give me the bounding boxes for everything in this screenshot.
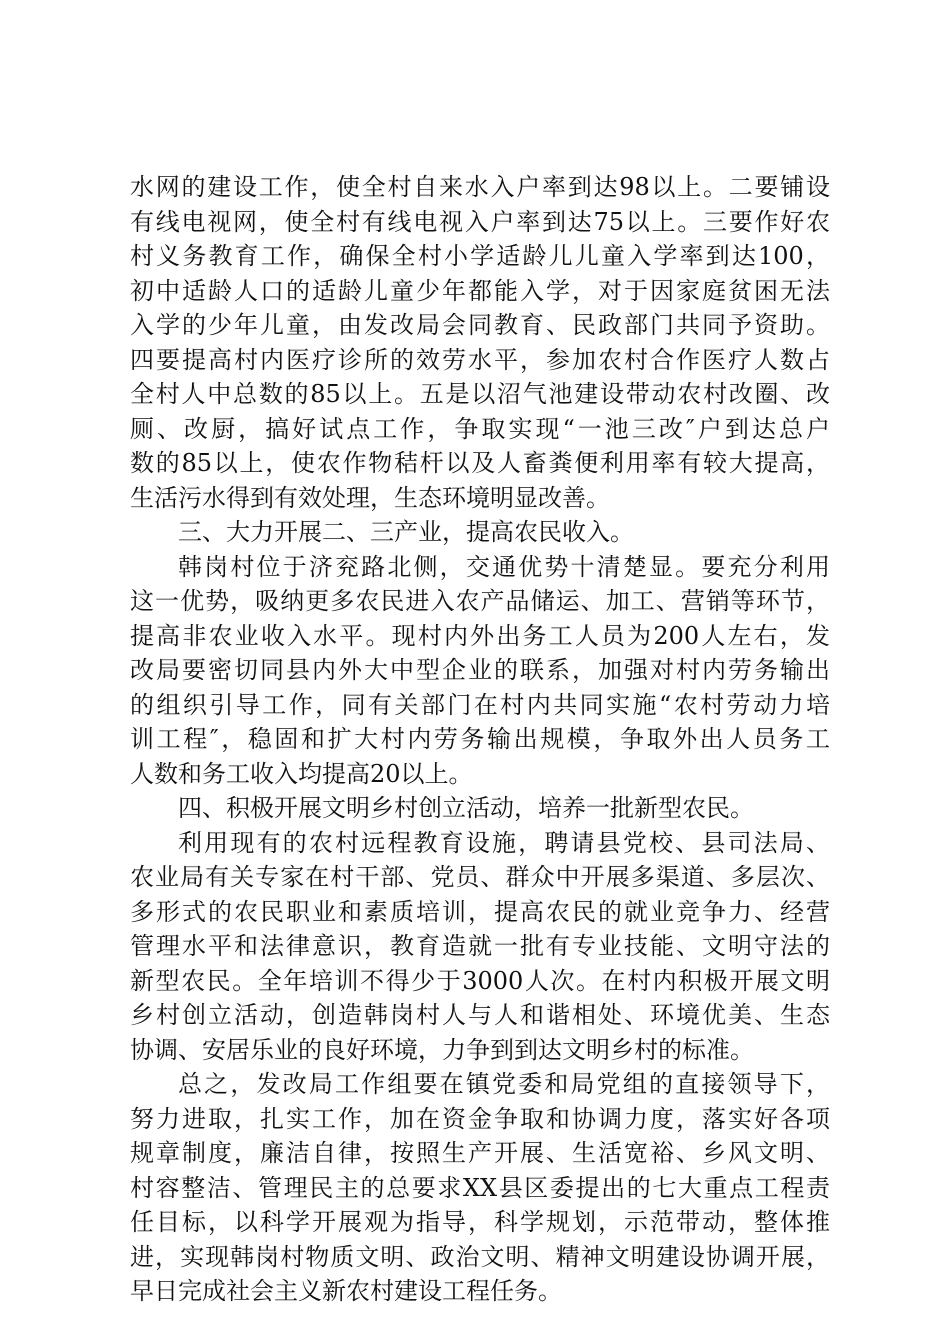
text-line-14: 提高非农业收入水平。现村内外出务工人员为200人左右，发 bbox=[130, 621, 830, 650]
text-line-3: 村义务教育工作，确保全村小学适龄儿儿童入学率到达100， bbox=[130, 242, 830, 270]
text-line-24: 新型农民。全年培训不得少于3000人次。在村内积极开展文明 bbox=[130, 966, 830, 995]
text-line-26: 协调、安居乐业的良好环境，力争到到达文明乡村的标准。 bbox=[130, 1035, 754, 1064]
text-line-6: 四要提高村内医疗诊所的效劳水平，参加农村合作医疗人数占 bbox=[130, 345, 830, 374]
text-line-16: 的组织引导工作，同有关部门在村内共同实施“农村劳动力培 bbox=[130, 690, 830, 719]
text-line-32: 进，实现韩岗村物质文明、政治文明、精神文明建设协调开展， bbox=[130, 1242, 830, 1271]
document-body bbox=[130, 170, 830, 1309]
text-line-18: 人数和务工收入均提高20以上。 bbox=[130, 759, 473, 788]
text-line-31: 任目标，以科学开展观为指导，科学规划，示范带动，整体推 bbox=[130, 1208, 830, 1236]
text-line-9: 数的85以上，使农作物秸杆以及人畜粪便利用率有较大提高， bbox=[130, 449, 830, 477]
section-heading-3: 三、大力开展二、三产业，提高农民收入。 bbox=[178, 518, 634, 546]
text-line-10: 生活污水得到有效处理，生态环境明显改善。 bbox=[130, 483, 610, 512]
text-line-27: 总之，发改局工作组要在镇党委和局党组的直接领导下， bbox=[178, 1070, 830, 1098]
text-line-25: 乡村创立活动，创造韩岗村人与人和谐相处、环境优美、生态 bbox=[130, 1001, 830, 1029]
text-line-2: 有线电视网，使全村有线电视入户率到达75以上。三要作好农 bbox=[130, 207, 830, 236]
text-line-28: 努力进取，扎实工作，加在资金争取和协调力度，落实好各项 bbox=[130, 1104, 830, 1133]
text-line-1: 水网的建设工作，使全村自来水入户率到达98以上。二要铺设 bbox=[130, 173, 830, 201]
text-line-30: 村容整洁、管理民主的总要求XX县区委提出的七大重点工程责 bbox=[130, 1173, 830, 1202]
section-heading-4: 四、积极开展文明乡村创立活动，培养一批新型农民。 bbox=[178, 794, 754, 822]
text-line-20: 利用现有的农村远程教育设施，聘请县党校、县司法局、 bbox=[178, 828, 830, 857]
text-line-23: 管理水平和法律意识，教育造就一批有专业技能、文明守法的 bbox=[130, 932, 830, 960]
text-line-15: 改局要密切同县内外大中型企业的联系，加强对村内劳务输出 bbox=[130, 656, 830, 684]
text-line-8: 厕、改厨，搞好试点工作，争取实现“一池三改″户到达总户 bbox=[130, 414, 830, 443]
text-line-29: 规章制度，廉洁自律，按照生产开展、生活宽裕、乡风文明、 bbox=[130, 1139, 830, 1167]
text-line-7: 全村人中总数的85以上。五是以沼气池建设带动农村改圈、改 bbox=[130, 380, 830, 408]
text-line-22: 多形式的农民职业和素质培训，提高农民的就业竞争力、经营 bbox=[130, 897, 830, 926]
text-line-5: 入学的少年儿童，由发改局会同教育、民政部门共同予资助。 bbox=[130, 311, 830, 339]
text-line-17: 训工程″，稳固和扩大村内劳务输出规模，争取外出人员务工 bbox=[130, 725, 830, 753]
text-line-12: 韩岗村位于济兖路北侧，交通优势十清楚显。要充分利用 bbox=[178, 552, 830, 581]
text-line-4: 初中适龄人口的适龄儿童少年都能入学，对于因家庭贫困无法 bbox=[130, 276, 830, 305]
text-line-21: 农业局有关专家在村干部、党员、群众中开展多渠道、多层次、 bbox=[130, 863, 830, 891]
text-line-33: 早日完成社会主义新农村建设工程任务。 bbox=[130, 1277, 562, 1305]
text-line-13: 这一优势，吸纳更多农民进入农产品储运、加工、营销等环节， bbox=[130, 587, 830, 615]
